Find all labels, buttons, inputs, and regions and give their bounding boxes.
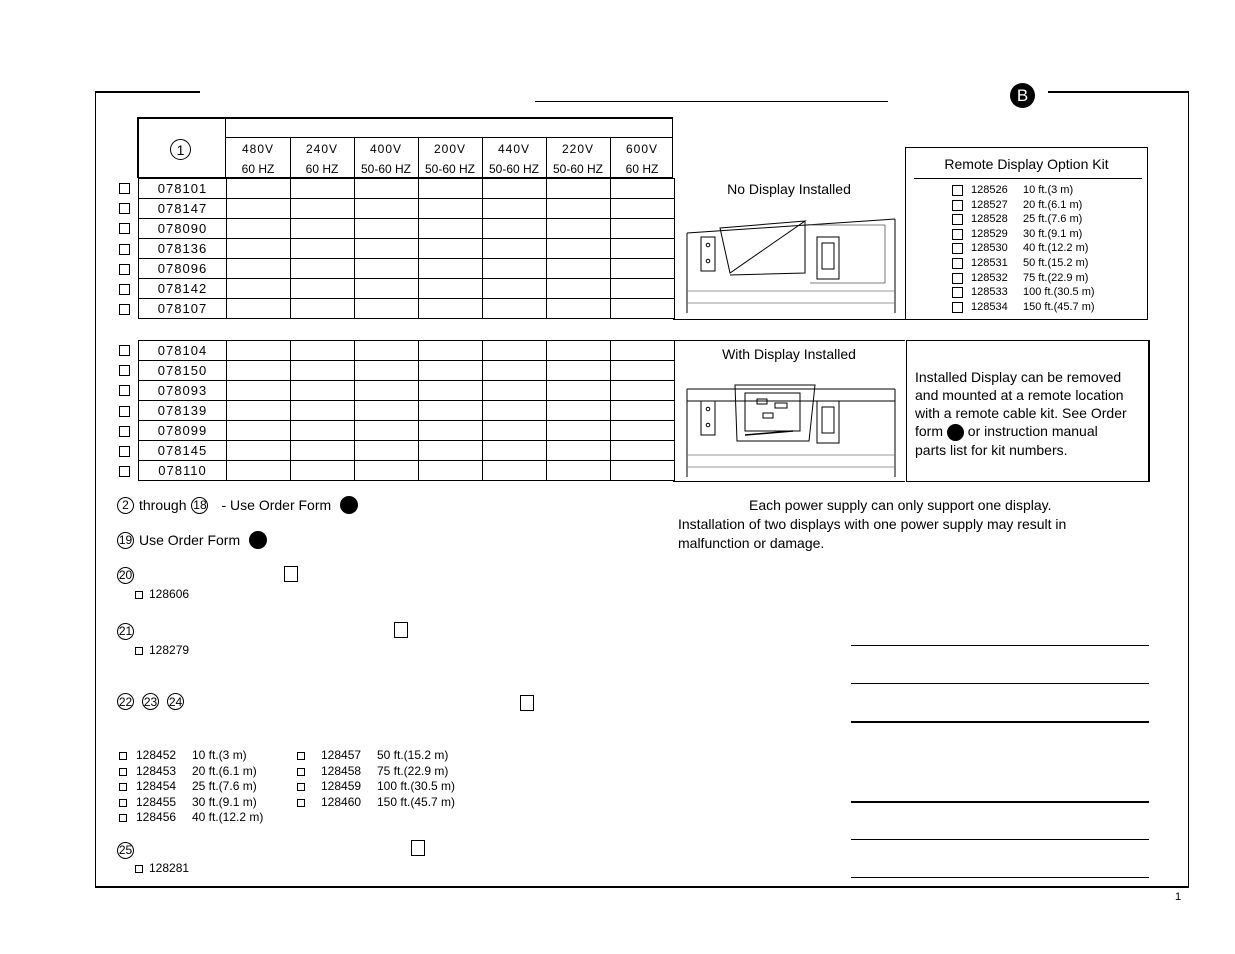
quantity-cell[interactable]: [227, 259, 291, 279]
remote-kit-title-rule: [914, 178, 1142, 179]
write-line-6: [851, 877, 1149, 878]
page-number: 1: [1175, 891, 1182, 903]
item-21-marker: 21: [118, 624, 133, 638]
part-row-checkbox[interactable]: [119, 426, 130, 437]
cable-part-number: 128455: [136, 794, 177, 809]
quantity-cell[interactable]: [355, 299, 419, 319]
quantity-cell[interactable]: [227, 279, 291, 299]
frame-left: [95, 91, 96, 887]
quantity-cell[interactable]: [419, 259, 483, 279]
table-row: [139, 361, 675, 381]
cable-part-number: 128458: [321, 763, 362, 778]
part-128279-checkbox[interactable]: [135, 647, 143, 655]
quantity-cell[interactable]: [227, 441, 291, 461]
part-number: 078136: [139, 239, 227, 259]
quantity-cell[interactable]: [611, 179, 675, 199]
cable-item: [136, 748, 247, 762]
cable-item: [321, 795, 455, 809]
cable-checkbox[interactable]: [297, 752, 305, 760]
no-display-label: No Display Installed: [727, 181, 851, 197]
quantity-cell[interactable]: [227, 239, 291, 259]
quantity-cell[interactable]: [419, 279, 483, 299]
quantity-cell[interactable]: [291, 361, 355, 381]
part-row-checkbox[interactable]: [119, 244, 130, 255]
part-number: 078147: [139, 199, 227, 219]
support-note-line-3: malfunction or damage.: [678, 535, 825, 551]
frequency-label: 60 HZ: [625, 162, 659, 176]
quantity-cell[interactable]: [611, 219, 675, 239]
part-row-checkbox[interactable]: [119, 406, 130, 417]
quantity-cell[interactable]: [547, 381, 611, 401]
quantity-cell[interactable]: [419, 219, 483, 239]
quantity-cell[interactable]: [291, 401, 355, 421]
item-25-checkbox[interactable]: [411, 840, 425, 856]
quantity-cell[interactable]: [355, 381, 419, 401]
installed-note-line-2: and mounted at a remote location: [915, 387, 1124, 403]
kit-item: [971, 199, 1082, 211]
table-row: [139, 219, 675, 239]
quantity-cell[interactable]: [227, 381, 291, 401]
part-number: 078142: [139, 279, 227, 299]
quantity-cell[interactable]: [419, 341, 483, 361]
quantity-cell[interactable]: [611, 401, 675, 421]
part-number: 078104: [139, 341, 227, 361]
kit-checkbox[interactable]: [952, 200, 963, 211]
kit-checkbox[interactable]: [952, 287, 963, 298]
part-128606: 128606: [149, 587, 190, 601]
frequency-label: 50-60 HZ: [552, 162, 604, 176]
quantity-cell[interactable]: [227, 361, 291, 381]
quantity-cell[interactable]: [547, 421, 611, 441]
part-row-checkbox[interactable]: [119, 223, 130, 234]
voltage-label: 440V: [497, 142, 531, 156]
quantity-cell[interactable]: [291, 219, 355, 239]
voltage-label: 220V: [561, 142, 595, 156]
quantity-cell[interactable]: [419, 381, 483, 401]
cable-length: 25 ft.(7.6 m): [192, 779, 257, 793]
table-row: [139, 179, 675, 199]
quantity-cell[interactable]: [483, 219, 547, 239]
installed-note-line-4: form or instruction manual: [915, 423, 1098, 439]
no-display-panel: [673, 178, 905, 320]
table-row: [139, 421, 675, 441]
with-display-label: With Display Installed: [722, 346, 856, 362]
quantity-cell[interactable]: [483, 259, 547, 279]
header-rule: [225, 137, 673, 138]
frame-bottom: [95, 886, 1189, 888]
quantity-cell[interactable]: [611, 199, 675, 219]
quantity-cell[interactable]: [355, 219, 419, 239]
kit-checkbox[interactable]: [952, 258, 963, 269]
quantity-cell[interactable]: [355, 341, 419, 361]
top-center-rule: [535, 101, 888, 102]
frame-right: [1188, 91, 1189, 887]
quantity-cell[interactable]: [547, 239, 611, 259]
voltage-label: 240V: [305, 142, 339, 156]
quantity-cell[interactable]: [419, 361, 483, 381]
voltage-label: 200V: [433, 142, 467, 156]
part-table-group-2: [138, 340, 675, 481]
cable-checkbox[interactable]: [119, 768, 127, 776]
kit-checkbox[interactable]: [952, 229, 963, 240]
cable-length: 75 ft.(22.9 m): [377, 763, 449, 778]
write-line-4: [851, 801, 1149, 803]
quantity-cell[interactable]: [355, 461, 419, 481]
quantity-cell[interactable]: [355, 239, 419, 259]
quantity-cell[interactable]: [547, 279, 611, 299]
table-row: [139, 441, 675, 461]
quantity-cell[interactable]: [611, 279, 675, 299]
items-22-24-checkbox[interactable]: [520, 695, 534, 711]
quantity-cell[interactable]: [419, 239, 483, 259]
cable-part-number: 128452: [136, 748, 177, 762]
kit-length: 150 ft.(45.7 m): [1023, 300, 1095, 313]
part-number: 078139: [139, 401, 227, 421]
top-right-rule: [1048, 91, 1189, 93]
section-badge-letter: B: [1016, 85, 1029, 105]
kit-part-number: 128532: [971, 271, 1008, 284]
voltage-label: 400V: [369, 142, 403, 156]
part-table-group-1: [138, 178, 675, 319]
cable-item: [321, 748, 448, 762]
quantity-cell[interactable]: [547, 461, 611, 481]
kit-part-number: 128534: [971, 300, 1008, 313]
cable-checkbox[interactable]: [297, 799, 305, 807]
kit-item: [971, 213, 1082, 225]
part-number: 078101: [139, 179, 227, 199]
kit-checkbox[interactable]: [952, 243, 963, 254]
quantity-cell[interactable]: [355, 199, 419, 219]
part-number: 078145: [139, 441, 227, 461]
cable-length: 30 ft.(9.1 m): [192, 794, 257, 809]
remote-kit-title: Remote Display Option Kit: [944, 156, 1109, 172]
quantity-cell[interactable]: [419, 421, 483, 441]
cable-item: [321, 779, 455, 793]
part-row-checkbox[interactable]: [119, 304, 130, 315]
cable-checkbox[interactable]: [297, 783, 305, 791]
kit-length: 50 ft.(15.2 m): [1023, 257, 1089, 269]
cable-part-number: 128457: [321, 748, 362, 762]
order-form-marker: [947, 424, 964, 441]
kit-part-number: 128529: [971, 227, 1008, 240]
quantity-cell[interactable]: [483, 341, 547, 361]
cable-item: [136, 795, 257, 809]
quantity-cell[interactable]: [611, 361, 675, 381]
item-19-line: 19 Use Order Form: [117, 531, 267, 549]
quantity-cell[interactable]: [547, 401, 611, 421]
kit-part-number: 128528: [971, 213, 1008, 226]
cable-item: [136, 779, 257, 793]
cable-part-number: 128456: [136, 810, 177, 824]
cable-checkbox[interactable]: [119, 799, 127, 807]
quantity-cell[interactable]: [483, 361, 547, 381]
kit-length: 75 ft.(22.9 m): [1023, 271, 1089, 284]
quantity-cell[interactable]: [227, 179, 291, 199]
kit-checkbox[interactable]: [952, 185, 963, 196]
kit-checkbox[interactable]: [952, 214, 963, 225]
kit-length: 20 ft.(6.1 m): [1023, 198, 1083, 211]
frequency-label: 50-60 HZ: [488, 162, 540, 176]
kit-part-number: 128527: [971, 198, 1008, 211]
cable-length: 10 ft.(3 m): [192, 748, 247, 762]
kit-checkbox[interactable]: [952, 273, 963, 284]
quantity-cell[interactable]: [547, 179, 611, 199]
items-22-24-marker: 22 23 24: [118, 694, 183, 709]
quantity-cell[interactable]: [291, 441, 355, 461]
quantity-cell[interactable]: [483, 441, 547, 461]
quantity-cell[interactable]: [355, 401, 419, 421]
kit-length: 30 ft.(9.1 m): [1023, 227, 1083, 240]
cable-checkbox[interactable]: [119, 783, 127, 791]
support-note: [678, 496, 1148, 553]
order-form-marker: [340, 496, 358, 514]
kit-item: [971, 242, 1088, 254]
part-row-checkbox[interactable]: [119, 365, 130, 376]
quantity-cell[interactable]: [291, 381, 355, 401]
cable-checkbox[interactable]: [297, 768, 305, 776]
quantity-cell[interactable]: [355, 441, 419, 461]
kit-part-number: 128530: [971, 242, 1008, 255]
part-number: 078110: [139, 461, 227, 481]
part-number: 078150: [139, 361, 227, 381]
quantity-cell[interactable]: [291, 299, 355, 319]
voltage-divider: [610, 137, 611, 178]
quantity-cell[interactable]: [291, 239, 355, 259]
quantity-cell[interactable]: [419, 179, 483, 199]
quantity-cell[interactable]: [291, 279, 355, 299]
quantity-cell[interactable]: [483, 199, 547, 219]
kit-part-number: 128531: [971, 257, 1008, 269]
quantity-cell[interactable]: [227, 219, 291, 239]
voltage-divider: [546, 137, 547, 178]
with-display-panel: [673, 340, 905, 482]
voltage-divider: [354, 137, 355, 178]
cable-checkbox[interactable]: [119, 752, 127, 760]
frequency-label: 60 HZ: [305, 162, 339, 176]
quantity-cell[interactable]: [227, 299, 291, 319]
voltage-divider: [418, 137, 419, 178]
installed-note-box: [906, 340, 1150, 482]
table-row: [139, 341, 675, 361]
order-form-marker: [249, 531, 267, 549]
installed-note-line-3: with a remote cable kit. See Order: [915, 405, 1127, 421]
table-row: [139, 381, 675, 401]
quantity-cell[interactable]: [291, 341, 355, 361]
quantity-cell[interactable]: [483, 279, 547, 299]
part-row-checkbox[interactable]: [119, 446, 130, 457]
cable-part-number: 128459: [321, 779, 362, 793]
quantity-cell[interactable]: [355, 179, 419, 199]
write-line-1: [851, 645, 1149, 646]
quantity-cell[interactable]: [483, 421, 547, 441]
quantity-cell[interactable]: [483, 299, 547, 319]
frequency-label: 50-60 HZ: [360, 162, 412, 176]
quantity-cell[interactable]: [419, 441, 483, 461]
table-row: [139, 299, 675, 319]
kit-part-number: 128526: [971, 184, 1008, 196]
quantity-cell[interactable]: [483, 401, 547, 421]
quantity-cell[interactable]: [419, 199, 483, 219]
part-128279: 128279: [149, 643, 190, 657]
part-row-checkbox[interactable]: [119, 203, 130, 214]
quantity-cell[interactable]: [611, 259, 675, 279]
support-note-line-2: Installation of two displays with one power supply may result in: [678, 516, 1067, 532]
quantity-cell[interactable]: [483, 381, 547, 401]
part-number: 078096: [139, 259, 227, 279]
quantity-cell[interactable]: [355, 279, 419, 299]
cable-item: [136, 810, 263, 824]
write-line-2: [851, 683, 1149, 684]
cable-length: 40 ft.(12.2 m): [192, 810, 264, 824]
kit-length: 100 ft.(30.5 m): [1023, 286, 1095, 299]
table-row: [139, 239, 675, 259]
part-row-checkbox[interactable]: [119, 466, 130, 477]
cable-part-number: 128454: [136, 779, 177, 793]
quantity-cell[interactable]: [355, 421, 419, 441]
column-number-marker: 1: [170, 139, 191, 160]
quantity-cell[interactable]: [611, 421, 675, 441]
quantity-cell[interactable]: [291, 199, 355, 219]
installed-note-line-5: parts list for kit numbers.: [915, 441, 1068, 458]
table-row: [139, 279, 675, 299]
item-25-marker: 25: [118, 843, 133, 857]
quantity-cell[interactable]: [483, 239, 547, 259]
kit-item: [971, 272, 1088, 284]
cable-part-number: 128453: [136, 763, 177, 778]
cable-length: 20 ft.(6.1 m): [192, 763, 257, 778]
part-128606-checkbox[interactable]: [135, 591, 143, 599]
section-badge: [1010, 83, 1035, 108]
quantity-cell[interactable]: [611, 441, 675, 461]
frequency-label: 60 HZ: [241, 162, 275, 176]
voltage-divider: [290, 137, 291, 178]
quantity-cell[interactable]: [547, 361, 611, 381]
cable-item: [321, 764, 448, 778]
no-display-illustration: [685, 203, 905, 318]
quantity-cell[interactable]: [419, 401, 483, 421]
quantity-cell[interactable]: [227, 421, 291, 441]
voltage-label: 600V: [625, 142, 659, 156]
top-left-rule: [95, 91, 200, 93]
part-row-checkbox[interactable]: [119, 345, 130, 356]
quantity-cell[interactable]: [291, 461, 355, 481]
quantity-cell[interactable]: [547, 199, 611, 219]
support-note-line-1: Each power supply can only support one display.: [749, 497, 1052, 513]
cable-length: 100 ft.(30.5 m): [377, 779, 456, 793]
cable-length: 50 ft.(15.2 m): [377, 748, 449, 762]
kit-item: [971, 301, 1095, 313]
part-row-checkbox[interactable]: [119, 284, 130, 295]
item-20-marker: 20: [118, 568, 133, 582]
cable-length: 150 ft.(45.7 m): [377, 794, 456, 809]
voltage-divider: [482, 137, 483, 178]
kit-item: [971, 257, 1088, 269]
quantity-cell[interactable]: [419, 461, 483, 481]
table-row: [139, 401, 675, 421]
part-number: 078090: [139, 219, 227, 239]
frequency-label: 50-60 HZ: [424, 162, 476, 176]
write-line-3: [851, 721, 1149, 723]
item-20-checkbox[interactable]: [284, 566, 298, 582]
quantity-cell[interactable]: [227, 199, 291, 219]
quantity-cell[interactable]: [611, 239, 675, 259]
quantity-cell[interactable]: [419, 299, 483, 319]
quantity-cell[interactable]: [611, 341, 675, 361]
cable-checkbox[interactable]: [119, 814, 127, 822]
part-row-checkbox[interactable]: [119, 183, 130, 194]
with-display-illustration: [685, 367, 905, 479]
quantity-cell[interactable]: [227, 461, 291, 481]
table-row: [139, 259, 675, 279]
kit-length: 40 ft.(12.2 m): [1023, 242, 1089, 255]
table-row: [139, 199, 675, 219]
quantity-cell[interactable]: [483, 461, 547, 481]
quantity-cell[interactable]: [611, 299, 675, 319]
quantity-cell[interactable]: [547, 441, 611, 461]
part-number: 078099: [139, 421, 227, 441]
kit-checkbox[interactable]: [952, 302, 963, 313]
kit-length: 10 ft.(3 m): [1023, 184, 1074, 196]
quantity-cell[interactable]: [227, 401, 291, 421]
part-number: 078107: [139, 299, 227, 319]
quantity-cell[interactable]: [291, 259, 355, 279]
cable-item: [136, 764, 257, 778]
quantity-cell[interactable]: [611, 381, 675, 401]
quantity-cell[interactable]: [227, 341, 291, 361]
part-128281: 128281: [149, 861, 190, 875]
quantity-cell[interactable]: [611, 461, 675, 481]
quantity-cell[interactable]: [355, 361, 419, 381]
quantity-cell[interactable]: [291, 179, 355, 199]
kit-item: [971, 184, 1073, 196]
kit-part-number: 128533: [971, 286, 1008, 299]
cable-part-number: 128460: [321, 794, 362, 809]
quantity-cell[interactable]: [547, 341, 611, 361]
quantity-cell[interactable]: [547, 299, 611, 319]
installed-note-line-1: Installed Display can be removed: [915, 369, 1122, 385]
part-128281-checkbox[interactable]: [135, 865, 143, 873]
quantity-cell[interactable]: [547, 219, 611, 239]
part-row-checkbox[interactable]: [119, 385, 130, 396]
item-2-18-line: 2 through 18 - Use Order Form: [117, 496, 358, 514]
table-row: [139, 461, 675, 481]
quantity-cell[interactable]: [483, 179, 547, 199]
item-21-checkbox[interactable]: [394, 622, 408, 638]
part-row-checkbox[interactable]: [119, 264, 130, 275]
quantity-cell[interactable]: [291, 421, 355, 441]
quantity-cell[interactable]: [355, 259, 419, 279]
kit-length: 25 ft.(7.6 m): [1023, 213, 1083, 226]
kit-item: [971, 228, 1082, 240]
part-number: 078093: [139, 381, 227, 401]
kit-item: [971, 286, 1095, 298]
voltage-label: 480V: [241, 142, 275, 156]
quantity-cell[interactable]: [547, 259, 611, 279]
write-line-5: [851, 839, 1149, 840]
